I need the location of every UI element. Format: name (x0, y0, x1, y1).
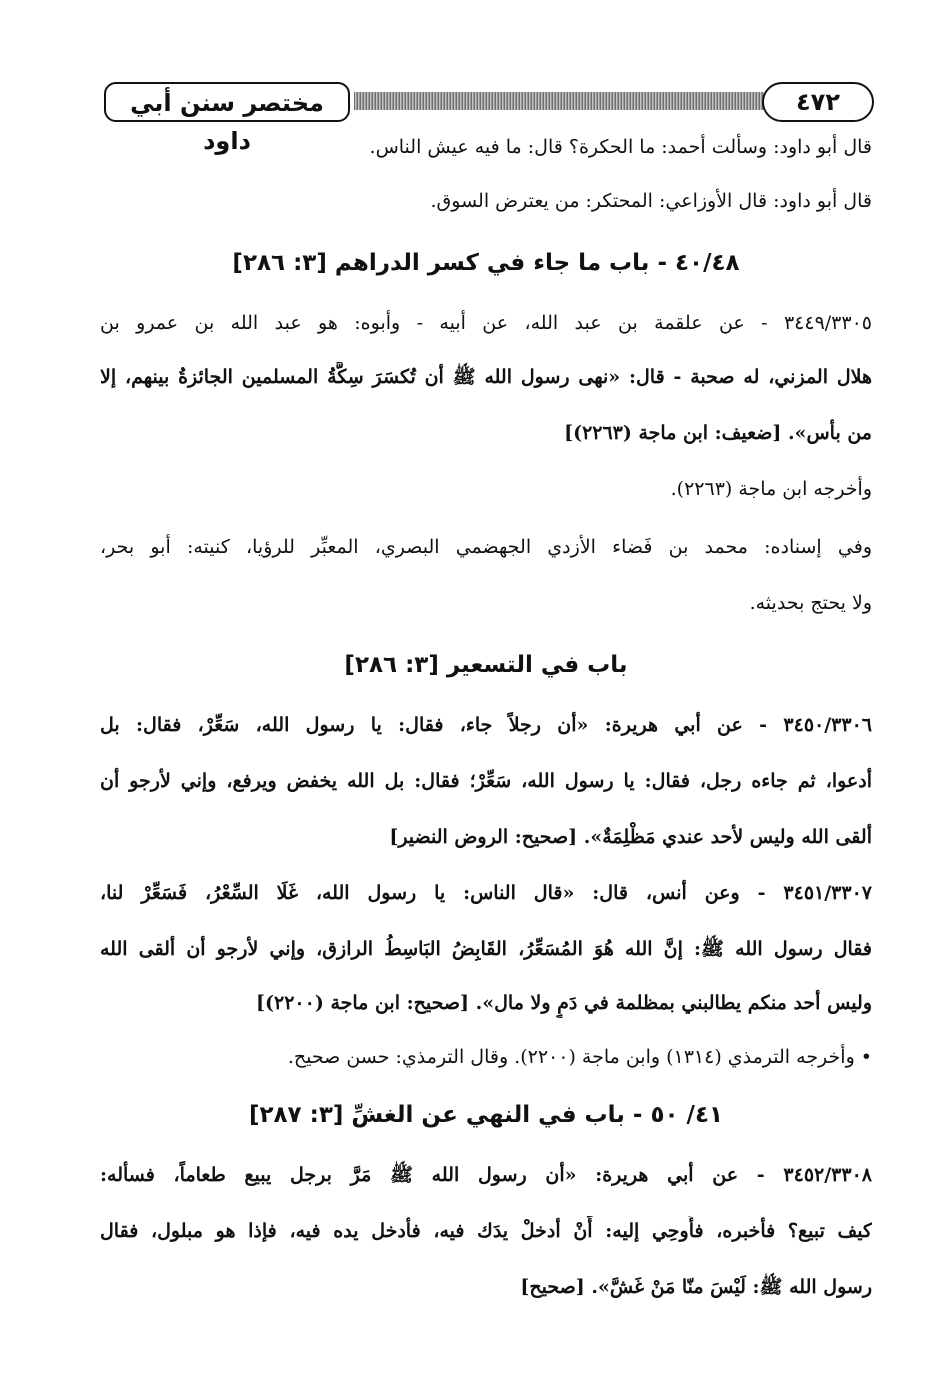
page-number: ٤٧٢ (762, 82, 874, 122)
text-line: وفي إسناده: محمد بن فَضاء الأزدي الجهضمي البصري، المعبِّر للرؤيا، كنيته: أبو بحر، (100, 536, 872, 558)
hadith-line: ٣٤٥٠/٣٣٠٦ - عن أبي هريرة: «أن رجلاً جاء، فقال: يا رسول الله، سَعِّرْ، فقال: بل (100, 714, 872, 736)
chapter-heading: باب في التسعير [٣: ٢٨٦] (344, 652, 628, 678)
text-line: وأخرجه ابن ماجة (٢٢٦٣). (670, 478, 872, 500)
hadith-line: ٣٤٥١/٣٣٠٧ - وعن أنس، قال: «قال الناس: يا رسول الله، غَلَا السِّعْرُ، فَسَعِّرْ لنا، (100, 882, 872, 904)
text-line: ولا يحتج بحديثه. (749, 592, 872, 614)
chapter-heading: ٤١/ ٥٠ - باب في النهي عن الغشِّ [٣: ٢٨٧] (248, 1102, 724, 1128)
hadith-line: فقال رسول الله ﷺ: إنَّ الله هُوَ المُسَعِّرُ، القَابِضُ البَاسِطُ الرازق، وإني لأرجو أن ألقى الله (100, 938, 872, 960)
hadith-line: رسول الله ﷺ: لَيْسَ منّا مَنْ غَشَّ». [صحيح] (520, 1276, 872, 1298)
hadith-line: ٣٤٤٩/٣٣٠٥ - عن علقمة بن عبد الله، عن أبيه - وأبوه: هو عبد الله بن عمرو بن (100, 312, 872, 334)
footnote-line: • وأخرجه الترمذي (١٣١٤) وابن ماجة (٢٢٠٠). وقال الترمذي: حسن صحيح. (100, 1042, 872, 1072)
text-line: قال أبو داود: قال الأوزاعي: المحتكر: من يعترض السوق. (430, 190, 872, 212)
hadith-line: كيف تبيع؟ فأخبره، فأُوحِي إليه: أَنْ أدخلْ يدَك فيه، فأدخل يده فيه، فإذا هو مبلول، فقال (100, 1220, 872, 1242)
header-rule (354, 92, 764, 110)
text-line: قال أبو داود: وسألت أحمد: ما الحكرة؟ قال: ما فيه عيش الناس. (369, 136, 872, 158)
hadith-line: ألقى الله وليس لأحد عندي مَظْلِمَةٌ». [صحيح: الروض النضير] (389, 826, 872, 848)
hadith-line: أدعوا، ثم جاءه رجل، فقال: يا رسول الله، سَعِّرْ؛ فقال: بل الله يخفض ويرفع، وإني لأرجو أن (100, 770, 872, 792)
hadith-line: ٣٤٥٢/٣٣٠٨ - عن أبي هريرة: «أن رسول الله ﷺ مَرَّ برجل يبيع طعاماً، فسأله: (100, 1164, 872, 1186)
hadith-line: وليس أحد منكم يطالبني بمظلمة في دَمٍ ولا مال». [صحيح: ابن ماجة (٢٢٠٠)] (256, 992, 872, 1014)
book-title: مختصر سنن أبي داود (104, 82, 350, 122)
hadith-line: من بأس». [ضعيف: ابن ماجة (٢٢٦٣)] (564, 422, 872, 444)
chapter-heading: ٤٠/٤٨ - باب ما جاء في كسر الدراهم [٣: ٢٨٦] (232, 250, 740, 276)
hadith-line: هلال المزني، له صحبة - قال: «نهى رسول الله ﷺ أن تُكسَرَ سِكَّةُ المسلمين الجائزةُ بينهم، إلا (100, 366, 872, 388)
